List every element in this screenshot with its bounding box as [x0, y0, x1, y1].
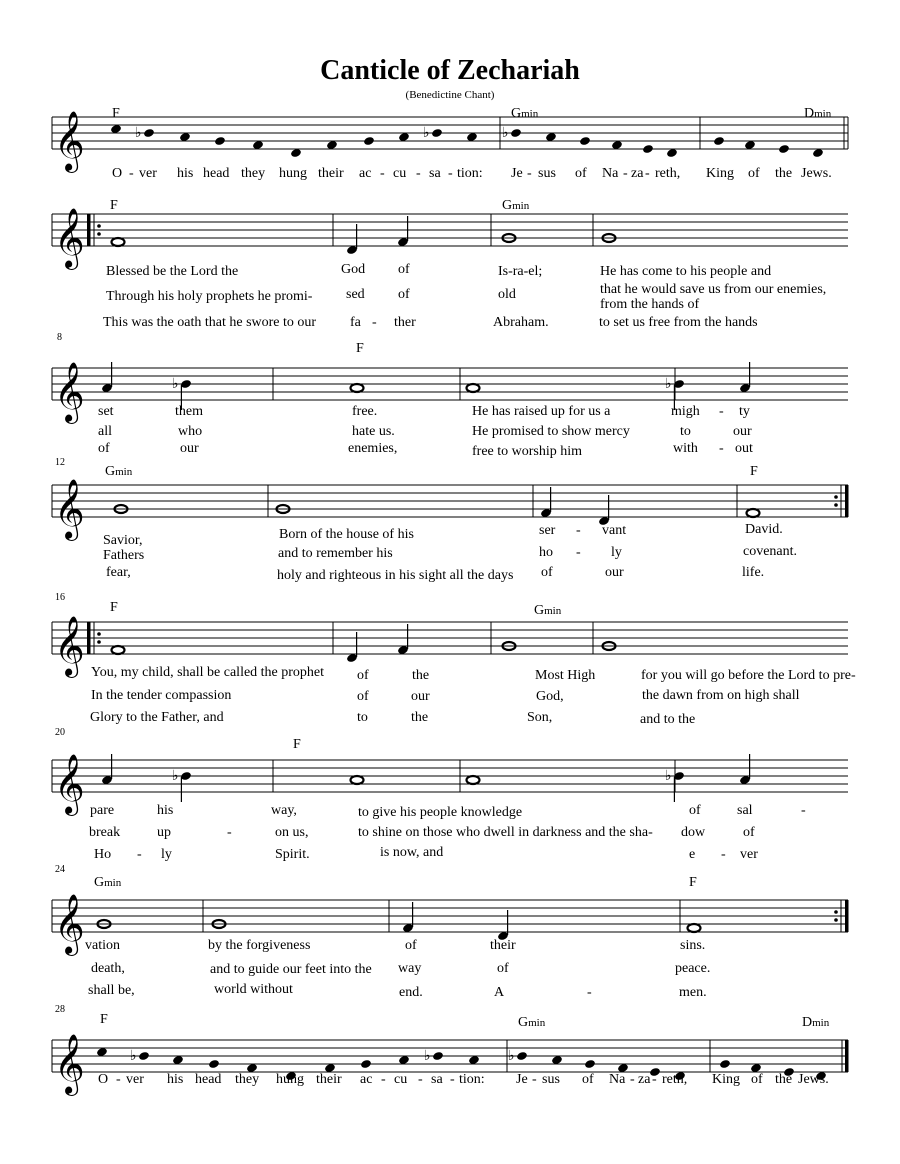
lyric: He has come to his people and — [600, 264, 772, 279]
lyric: Glory to the Father, and — [90, 710, 224, 725]
lyric: Je — [511, 166, 523, 181]
lyric: up — [157, 825, 171, 840]
lyric: God, — [536, 689, 564, 704]
lyric: for you will go before the Lord to pre- — [641, 668, 856, 683]
lyric: hung — [276, 1072, 304, 1087]
lyric: they — [235, 1072, 260, 1087]
lyric: and to remember his — [278, 546, 393, 561]
lyric: Na — [609, 1072, 626, 1087]
flat-sign-icon: ♭ — [172, 768, 179, 784]
lyric: of — [689, 803, 701, 818]
lyric: who — [178, 424, 203, 439]
lyric: fear, — [106, 565, 131, 580]
note-head — [360, 1059, 372, 1069]
lyric: - — [719, 404, 724, 419]
lyric: the — [775, 1072, 793, 1087]
treble-clef-icon: 𝄞 — [54, 111, 85, 171]
lyric: head — [203, 166, 230, 181]
lyric: of — [575, 166, 587, 181]
lyric: of — [751, 1072, 763, 1087]
lyric: He has raised up for us a — [472, 404, 611, 419]
lyric: e — [689, 847, 696, 862]
lyric: is now, and — [380, 845, 444, 860]
lyric: ver — [139, 166, 157, 181]
lyric: za — [631, 166, 644, 181]
lyric: death, — [91, 961, 125, 976]
flat-sign-icon: ♭ — [424, 1048, 431, 1064]
lyric: his — [157, 803, 174, 818]
note-head — [431, 128, 443, 138]
lyric: - — [418, 1072, 423, 1087]
lyric: sins. — [680, 938, 706, 953]
lyric: reth, — [655, 166, 681, 181]
chord-symbol: Dmin — [802, 1015, 830, 1030]
note-head — [510, 128, 522, 138]
lyric: of — [357, 689, 369, 704]
lyric: - — [129, 166, 134, 181]
lyric: the — [411, 710, 429, 725]
lyric: Most High — [535, 668, 596, 683]
lyric: dow — [681, 825, 706, 840]
note-head — [138, 1051, 150, 1061]
lyric: men. — [679, 985, 707, 1000]
whole-note-head — [467, 776, 480, 784]
lyric: of — [398, 262, 410, 277]
lyric: He promised to show mercy — [472, 424, 630, 439]
whole-note-head — [747, 509, 760, 517]
lyric: Jews. — [798, 1072, 829, 1087]
lyric: his — [167, 1072, 184, 1087]
measure-number: 28 — [55, 1004, 65, 1015]
note-head — [719, 1059, 731, 1069]
lyric: - — [450, 1072, 455, 1087]
lyric: them — [175, 404, 203, 419]
repeat-start-thick — [87, 214, 91, 246]
lyric: of — [405, 938, 417, 953]
lyric: A — [494, 985, 505, 1000]
chord-symbol: F — [110, 198, 118, 213]
repeat-dot — [834, 503, 838, 507]
flat-sign-icon: ♭ — [502, 125, 509, 141]
page-subtitle: (Benedictine Chant) — [405, 89, 495, 101]
lyric: to set us free from the hands — [599, 315, 758, 330]
lyric: David. — [745, 522, 783, 537]
lyric: O — [98, 1072, 109, 1087]
chord-symbol: Dmin — [804, 106, 832, 121]
lyric: hung — [279, 166, 307, 181]
lyric: holy and righteous in his sight all the days — [277, 568, 514, 583]
note-head — [584, 1059, 596, 1069]
flat-sign-icon: ♭ — [508, 1048, 515, 1064]
lyric: their — [318, 166, 344, 181]
lyric: from the hands of — [600, 297, 700, 312]
lyric: - — [721, 847, 726, 862]
whole-note-head — [112, 238, 125, 246]
treble-clef-icon: 𝄞 — [54, 208, 85, 268]
whole-note-head — [688, 924, 701, 932]
repeat-dot — [97, 640, 101, 644]
lyric: sal — [737, 803, 753, 818]
lyric: Abraham. — [493, 315, 549, 330]
note-head — [516, 1051, 528, 1061]
lyric: ho — [539, 545, 553, 560]
lyric: Is-ra-el; — [498, 264, 543, 279]
repeat-end-thick — [845, 485, 849, 517]
lyric: break — [89, 825, 121, 840]
lyric: God — [341, 262, 366, 277]
flat-sign-icon: ♭ — [665, 768, 672, 784]
lyric: cu — [393, 166, 407, 181]
lyric: - — [630, 1072, 635, 1087]
lyric: vant — [602, 523, 627, 538]
treble-clef-icon: 𝄞 — [54, 894, 85, 954]
lyric: peace. — [675, 961, 711, 976]
lyric: end. — [399, 985, 423, 1000]
lyric: of — [357, 668, 369, 683]
lyric: sed — [346, 287, 365, 302]
lyric: to — [357, 710, 368, 725]
flat-sign-icon: ♭ — [130, 1048, 137, 1064]
lyric: set — [98, 404, 114, 419]
lyric: all — [98, 424, 112, 439]
lyric: sa — [431, 1072, 443, 1087]
repeat-start-thick — [87, 622, 91, 654]
lyric: of — [398, 287, 410, 302]
lyric: life. — [742, 565, 765, 580]
chord-symbol: Gmin — [534, 603, 562, 618]
lyric: head — [195, 1072, 222, 1087]
lyric: their — [316, 1072, 342, 1087]
lyric: by the forgiveness — [208, 938, 311, 953]
lyric: old — [498, 287, 516, 302]
lyric: to — [680, 424, 691, 439]
note-head — [432, 1051, 444, 1061]
treble-clef-icon: 𝄞 — [54, 754, 85, 814]
lyric: Born of the house of his — [279, 527, 414, 542]
lyric: of — [98, 441, 110, 456]
lyric: - — [532, 1072, 537, 1087]
lyric: - — [645, 166, 650, 181]
lyric: shall be, — [88, 983, 135, 998]
lyric: - — [623, 166, 628, 181]
lyric: with — [673, 441, 698, 456]
lyric: ser — [539, 523, 556, 538]
lyric: - — [227, 825, 232, 840]
repeat-dot — [97, 232, 101, 236]
repeat-dot — [834, 495, 838, 499]
repeat-dot — [834, 910, 838, 914]
repeat-dot — [97, 224, 101, 228]
whole-note-head — [351, 776, 364, 784]
lyric: vation — [85, 938, 120, 953]
lyric: the — [775, 166, 793, 181]
repeat-dot — [97, 632, 101, 636]
lyric: sus — [538, 166, 556, 181]
lyric: to shine on those who dwell in darkness and the sha- — [358, 825, 653, 840]
flat-sign-icon: ♭ — [172, 376, 179, 392]
lyric: za — [638, 1072, 651, 1087]
chord-symbol: F — [112, 106, 120, 121]
lyric: tion: — [459, 1072, 485, 1087]
lyric: world without — [214, 982, 293, 997]
lyric: - — [576, 523, 581, 538]
lyric: out — [735, 441, 753, 456]
lyric: - — [652, 1072, 657, 1087]
lyric: the — [412, 668, 430, 683]
lyric: - — [527, 166, 532, 181]
lyric: - — [576, 545, 581, 560]
lyric: covenant. — [743, 544, 798, 559]
lyric: way — [398, 961, 422, 976]
lyric: - — [372, 315, 377, 330]
lyric: Son, — [527, 710, 553, 725]
lyric: ly — [161, 847, 172, 862]
lyric: This was the oath that he swore to our — [103, 315, 317, 330]
measure-number: 16 — [55, 592, 65, 603]
flat-sign-icon: ♭ — [665, 376, 672, 392]
lyric: Ho — [94, 847, 112, 862]
lyric: You, my child, shall be called the prophet — [91, 665, 325, 680]
lyric: - — [116, 1072, 121, 1087]
whole-note-head — [351, 384, 364, 392]
lyric: O — [112, 166, 123, 181]
lyric: Savior, — [103, 533, 143, 548]
lyric: ac — [360, 1072, 373, 1087]
lyric: to give his people knowledge — [358, 805, 523, 820]
lyric: Fathers — [103, 548, 145, 563]
lyric: our — [411, 689, 430, 704]
chord-symbol: F — [750, 464, 758, 479]
note-head — [143, 128, 155, 138]
treble-clef-icon: 𝄞 — [54, 479, 85, 539]
note-head — [208, 1059, 220, 1069]
lyric: Jews. — [801, 166, 832, 181]
lyric: cu — [394, 1072, 408, 1087]
lyric: Through his holy prophets he promi- — [106, 289, 313, 304]
lyric: our — [733, 424, 752, 439]
measure-number: 24 — [55, 864, 65, 875]
note-head — [778, 144, 790, 154]
lyric: ver — [126, 1072, 144, 1087]
lyric: sa — [429, 166, 441, 181]
lyric: - — [801, 803, 806, 818]
chord-symbol: F — [100, 1012, 108, 1027]
measure-number: 8 — [57, 332, 62, 343]
treble-clef-icon: 𝄞 — [54, 362, 85, 422]
lyric: Na — [602, 166, 619, 181]
lyric: - — [416, 166, 421, 181]
chord-symbol: F — [293, 737, 301, 752]
lyric: - — [448, 166, 453, 181]
lyric: way, — [271, 803, 297, 818]
chord-symbol: F — [689, 875, 697, 890]
lyric: our — [180, 441, 199, 456]
lyric: their — [490, 938, 516, 953]
lyric: his — [177, 166, 194, 181]
lyric: our — [605, 565, 624, 580]
chord-symbol: F — [110, 600, 118, 615]
lyric: they — [241, 166, 266, 181]
treble-clef-icon: 𝄞 — [54, 1034, 85, 1094]
lyric: ty — [739, 404, 750, 419]
chord-symbol: Gmin — [105, 464, 133, 479]
lyric: reth, — [662, 1072, 688, 1087]
chord-symbol: Gmin — [518, 1015, 546, 1030]
lyric: free to worship him — [472, 444, 583, 459]
lyric: Je — [516, 1072, 528, 1087]
lyric: migh — [671, 404, 700, 419]
lyric: - — [137, 847, 142, 862]
chord-symbol: F — [356, 341, 364, 356]
lyric: of — [497, 961, 509, 976]
measure-number: 12 — [55, 457, 65, 468]
lyric: fa — [350, 315, 361, 330]
final-barline-thick — [845, 1040, 849, 1072]
lyric: - — [380, 166, 385, 181]
lyric: free. — [352, 404, 378, 419]
lyric: of — [743, 825, 755, 840]
lyric: - — [719, 441, 724, 456]
repeat-end-thick — [845, 900, 849, 932]
whole-note-head — [467, 384, 480, 392]
lyric: - — [381, 1072, 386, 1087]
lyric: of — [541, 565, 553, 580]
lyric: pare — [90, 803, 115, 818]
lyric: that he would save us from our enemies, — [600, 282, 827, 297]
lyric: sus — [542, 1072, 560, 1087]
lyric: and to the — [640, 712, 696, 727]
note-head — [363, 136, 375, 146]
lyric: Blessed be the Lord the — [106, 264, 239, 279]
lyric: the dawn from on high shall — [642, 688, 800, 703]
lyric: tion: — [457, 166, 483, 181]
lyric: In the tender compassion — [91, 688, 232, 703]
flat-sign-icon: ♭ — [423, 125, 430, 141]
lyric: ver — [740, 847, 758, 862]
lyric: Spirit. — [275, 847, 310, 862]
lyric: enemies, — [348, 441, 398, 456]
repeat-dot — [834, 918, 838, 922]
treble-clef-icon: 𝄞 — [54, 616, 85, 676]
note-head — [214, 136, 226, 146]
flat-sign-icon: ♭ — [135, 125, 142, 141]
lyric: ly — [611, 545, 622, 560]
lyric: of — [582, 1072, 594, 1087]
lyric: and to guide our feet into the — [210, 962, 372, 977]
lyric: - — [587, 985, 592, 1000]
whole-note-head — [112, 646, 125, 654]
page-title: Canticle of Zechariah — [320, 55, 580, 86]
lyric: ther — [394, 315, 416, 330]
lyric: ac — [359, 166, 372, 181]
note-head — [579, 136, 591, 146]
lyric: hate us. — [352, 424, 395, 439]
lyric: of — [748, 166, 760, 181]
measure-number: 20 — [55, 727, 65, 738]
chord-symbol: Gmin — [511, 106, 539, 121]
lyric: King — [712, 1072, 740, 1087]
chord-symbol: Gmin — [502, 198, 530, 213]
lyric: on us, — [275, 825, 309, 840]
note-head — [642, 144, 654, 154]
lyric: King — [706, 166, 734, 181]
note-head — [713, 136, 725, 146]
chord-symbol: Gmin — [94, 875, 122, 890]
